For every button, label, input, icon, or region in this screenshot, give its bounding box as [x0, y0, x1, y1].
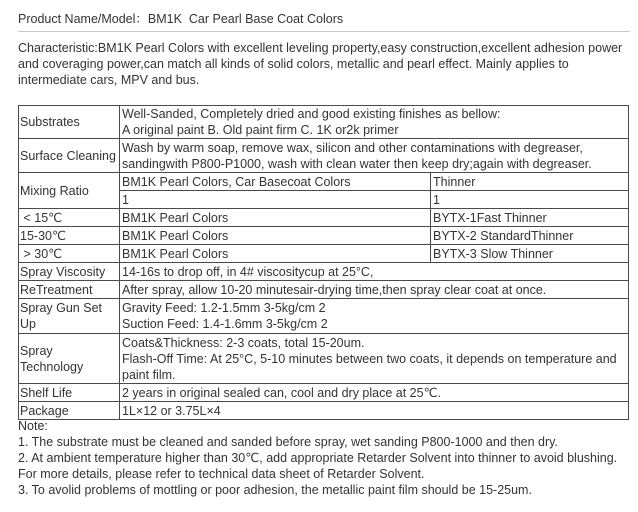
value-line: A original paint B. Old paint firm C. 1K or2k primer — [122, 123, 399, 137]
value-line: Well-Sanded, Completely dried and good existing finishes as bellow: — [122, 107, 501, 121]
spec-table — [18, 105, 629, 420]
row-label: Package — [19, 402, 120, 420]
temp-paint: BM1K Pearl Colors — [120, 209, 431, 227]
temp-paint: BM1K Pearl Colors — [120, 227, 431, 245]
value-line: Coats&Thickness: 2-3 coats, total 15-20um. — [122, 335, 365, 350]
mixing-col2-value: 1 — [431, 191, 629, 209]
table-row-mixing-ratio-header — [19, 173, 629, 191]
row-label: Shelf Life — [19, 384, 120, 402]
table-row-spray-gun — [19, 299, 629, 334]
row-value: 1L×12 or 3.75L×4 — [120, 402, 629, 420]
row-label: 15-30℃ — [19, 227, 120, 245]
note-item: 2. At ambient temperature higher than 30℃, add appropriate Retarder Solvent into thinner to avoid blushing. For more details, please refer to technical data sheet of Retarder Solvent. — [18, 451, 618, 481]
row-label: > 30℃ — [19, 245, 120, 263]
characteristic-text: Characteristic:BM1K Pearl Colors with excellent leveling property,easy construction,excellent adhesion power and coveraging power,can match all kinds of solid colors, metallic and pearl effect. Mainly applies to intermediate cars, MPV and bus. — [18, 41, 623, 87]
row-label: < 15℃ — [19, 209, 120, 227]
temp-paint: BM1K Pearl Colors — [120, 245, 431, 263]
product-title: Product Name/Model：BM1K Car Pearl Base Coat Colors — [18, 12, 344, 26]
table-row-substrates — [19, 106, 629, 139]
temp-thinner: BYTX-1Fast Thinner — [431, 209, 629, 227]
value-line: Wash by warm soap, remove wax, silicon and other contaminations with degreaser, — [122, 140, 583, 155]
mixing-col1-value: 1 — [120, 191, 431, 209]
table-row-package — [19, 402, 629, 420]
table-row-temp-low — [19, 209, 629, 227]
row-label: ReTreatment — [19, 281, 120, 299]
mixing-col1-header: BM1K Pearl Colors, Car Basecoat Colors — [120, 173, 431, 191]
row-label: Spray Technology — [19, 334, 120, 384]
note-item: 3. To avolid problems of mottling or poor adhesion, the metallic paint film should be 15-25um. — [18, 483, 532, 497]
row-value — [120, 334, 629, 384]
title-divider — [18, 31, 630, 32]
notes-section — [18, 418, 630, 498]
table-row-temp-high — [19, 245, 629, 263]
value-line: Suction Feed: 1.4-1.6mm 3-5kg/cm 2 — [122, 317, 328, 331]
temp-thinner: BYTX-2 StandardThinner — [431, 227, 629, 245]
row-value — [120, 299, 629, 334]
table-row-spray-viscosity — [19, 263, 629, 281]
row-value: 14-16s to drop off, in 4# viscositycup at 25°C, — [120, 263, 629, 281]
table-row-surface-cleaning — [19, 139, 629, 173]
row-value — [120, 106, 629, 139]
table-row-temp-mid — [19, 227, 629, 245]
value-line: Gravity Feed: 1.2-1.5mm 3-5kg/cm 2 — [122, 301, 326, 315]
row-value — [120, 139, 629, 173]
row-value: After spray, allow 10-20 minutesair-drying time,then spray clear coat at once. — [120, 281, 629, 299]
table-row-retreatment — [19, 281, 629, 299]
row-label: Spray Viscosity — [19, 263, 120, 281]
value-line: sandingwith P800-P1000, wash with clean water then keep dry;again with degreaser. — [122, 156, 592, 171]
temp-thinner: BYTX-3 Slow Thinner — [431, 245, 629, 263]
note-item: 1. The substrate must be cleaned and sanded before spray, wet sanding P800-1000 and then dry. — [18, 435, 558, 449]
notes-heading: Note: — [18, 419, 48, 433]
row-label: Surface Cleaning — [19, 139, 120, 173]
row-label: Mixing Ratio — [19, 173, 120, 209]
table-row-shelf-life — [19, 384, 629, 402]
mixing-col2-header: Thinner — [431, 173, 629, 191]
row-value: 2 years in original sealed can, cool and dry place at 25℃. — [120, 384, 629, 402]
value-line: Flash-Off Time: At 25°C, 5-10 minutes between two coats, it depends on temperature and paint film. — [122, 351, 617, 382]
row-label: Substrates — [19, 106, 120, 139]
row-label: Spray Gun Set Up — [19, 299, 120, 334]
table-row-spray-technology — [19, 334, 629, 384]
